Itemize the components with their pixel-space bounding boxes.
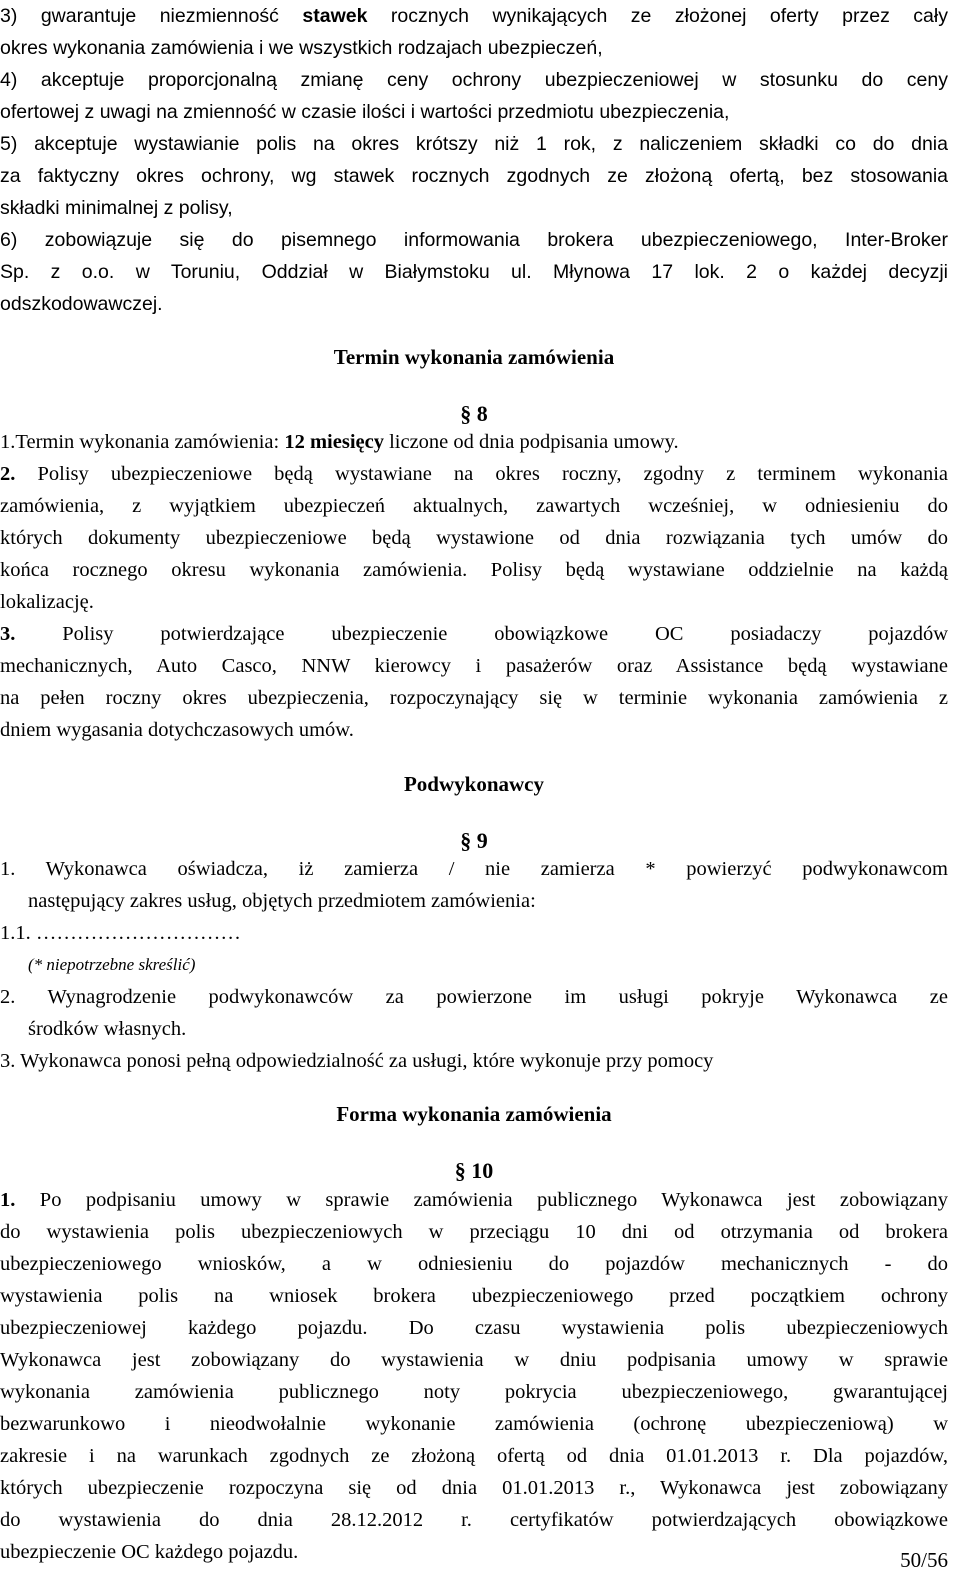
text-span: 1.Termin wykonania zamówienia: <box>0 431 285 453</box>
text-span: Po podpisaniu umowy w sprawie zamówienia publicznego Wykonawca jest zobowiązany <box>15 1189 948 1211</box>
section-8-point-3-line-3: na pełen roczny okres ubezpieczenia, rozpoczynający się w terminie wykonania zamówienia z <box>0 687 948 709</box>
point-number: 2. <box>0 463 16 485</box>
section-8-point-2-line-4: końca rocznego okresu wykonania zamówienia. Polisy będą wystawiane oddzielnie na każdą <box>0 559 948 581</box>
section-10-line-6: Wykonawca jest zobowiązany do wystawienia w dniu podpisania umowy w sprawie <box>0 1349 948 1371</box>
section-9-point-1-line-1: 1. Wykonawca oświadcza, iż zamierza / nie zamierza * powierzyć podwykonawcom <box>0 858 948 880</box>
section-10-line-11: do wystawienia do dnia 28.12.2012 r. certyfikatów potwierdzających obowiązkowe <box>0 1509 948 1531</box>
section-8-point-2-line-3: których dokumenty ubezpieczeniowe będą wystawione od dnia rozwiązania tych umów do <box>0 527 948 549</box>
item-6-line-3: odszkodowawczej. <box>0 293 163 315</box>
item-5-line-1: 5) akceptuje wystawianie polis na okres krótszy niż 1 rok, z naliczeniem składki co do dnia <box>0 133 948 155</box>
section-8-point-2-line-1 <box>0 458 948 490</box>
section-8-point-3-line-2: mechanicznych, Auto Casco, NNW kierowcy i pasażerów oraz Assistance będą wystawiane <box>0 655 948 677</box>
text-span: Polisy ubezpieczeniowe będą wystawiane na okres roczny, zgodny z terminem wykonania <box>15 463 948 485</box>
section-9-point-2-line-2: środków własnych. <box>28 1018 187 1040</box>
text-span: liczone od dnia podpisania umowy. <box>383 431 679 453</box>
item-5-line-3: składki minimalnej z polisy, <box>0 197 233 219</box>
item-4-line-2: ofertowej z uwagi na zmienność w czasie ilości i wartości przedmiotu ubezpieczenia, <box>0 101 730 123</box>
item-3-line-2: okres wykonania zamówienia i we wszystkich rodzajach ubezpieczeń, <box>0 37 603 59</box>
section-10-line-3: ubezpieczeniowego wniosków, a w odniesieniu do pojazdów mechanicznych - do <box>0 1253 948 1275</box>
section-8-point-2-line-5: lokalizację. <box>0 591 94 613</box>
text-span: rocznych wynikających ze złożonej oferty przez cały <box>367 5 948 27</box>
section-10-line-12: ubezpieczenie OC każdego pojazdu. <box>0 1541 299 1563</box>
item-6-line-1: 6) zobowiązuje się do pisemnego informowania brokera ubezpieczeniowego, Inter-Broker <box>0 229 948 251</box>
page-number: 50/56 <box>900 1548 948 1572</box>
section-10-line-10: których ubezpieczenie rozpoczyna się od dnia 01.01.2013 r., Wykonawca jest zobowiązany <box>0 1477 948 1499</box>
section-9-mark: § 9 <box>460 828 488 853</box>
section-10-line-5: ubezpieczeniowej każdego pojazdu. Do czasu wystawienia polis ubezpieczeniowych <box>0 1317 948 1339</box>
text-span: 3) gwarantuje niezmienność <box>0 5 303 27</box>
section-10-mark: § 10 <box>454 1158 494 1183</box>
section-10-line-7: wykonania zamówienia publicznego noty pokrycia ubezpieczeniowego, gwarantującej <box>0 1381 948 1403</box>
section-10-line-9: zakresie i na warunkach zgodnych ze złożoną ofertą od dnia 01.01.2013 r. Dla pojazdów, <box>0 1445 948 1467</box>
section-10-line-8: bezwarunkowo i nieodwołalnie wykonanie zamówienia (ochronę ubezpieczeniową) w <box>0 1413 948 1435</box>
section-10-heading: Forma wykonania zamówienia <box>336 1102 612 1126</box>
section-8-mark: § 8 <box>460 401 488 426</box>
section-10-line-1 <box>0 1184 948 1216</box>
section-8-heading: Termin wykonania zamówienia <box>333 345 615 369</box>
section-10-line-2: do wystawienia polis ubezpieczeniowych w przeciągu 10 dni od otrzymania od brokera <box>0 1221 948 1243</box>
text-span: Polisy potwierdzające ubezpieczenie obowiązkowe OC posiadaczy pojazdów <box>15 623 948 645</box>
section-8-point-3-line-1 <box>0 618 948 650</box>
section-8-point-2-line-2: zamówienia, z wyjątkiem ubezpieczeń aktualnych, zawartych wcześniej, w odniesieniu do <box>0 495 948 517</box>
item-5-line-2: za faktyczny okres ochrony, wg stawek rocznych zgodnych ze złożoną ofertą, bez stosowania <box>0 165 948 187</box>
section-9-point-2-line-1: 2. Wynagrodzenie podwykonawców za powierzone im usługi pokryje Wykonawca ze <box>0 986 948 1008</box>
point-number: 1. <box>0 1189 16 1211</box>
section-8-point-1 <box>0 426 948 458</box>
section-8-point-3-line-4: dniem wygasania dotychczasowych umów. <box>0 719 354 741</box>
section-9-point-1-line-2: następujący zakres usług, objętych przedmiotem zamówienia: <box>28 890 536 912</box>
section-9-heading: Podwykonawcy <box>403 772 545 796</box>
point-number: 3. <box>0 623 16 645</box>
section-10-line-4: wystawienia polis na wniosek brokera ubezpieczeniowego przed początkiem ochrony <box>0 1285 948 1307</box>
footnote-strike: (* niepotrzebne skreślić) <box>28 955 196 974</box>
bold-text: 12 miesięcy <box>284 431 384 453</box>
bold-text: stawek <box>302 5 368 27</box>
item-3-line-1 <box>0 0 948 32</box>
section-9-point-1-1: 1.1. ………………………… <box>0 922 241 944</box>
item-4-line-1: 4) akceptuje proporcjonalną zmianę ceny ochrony ubezpieczeniowej w stosunku do ceny <box>0 69 948 91</box>
section-9-point-3: 3. Wykonawca ponosi pełną odpowiedzialność za usługi, które wykonuje przy pomocy <box>0 1050 714 1072</box>
item-6-line-2: Sp. z o.o. w Toruniu, Oddział w Białymstoku ul. Młynowa 17 lok. 2 o każdej decyzji <box>0 261 948 283</box>
